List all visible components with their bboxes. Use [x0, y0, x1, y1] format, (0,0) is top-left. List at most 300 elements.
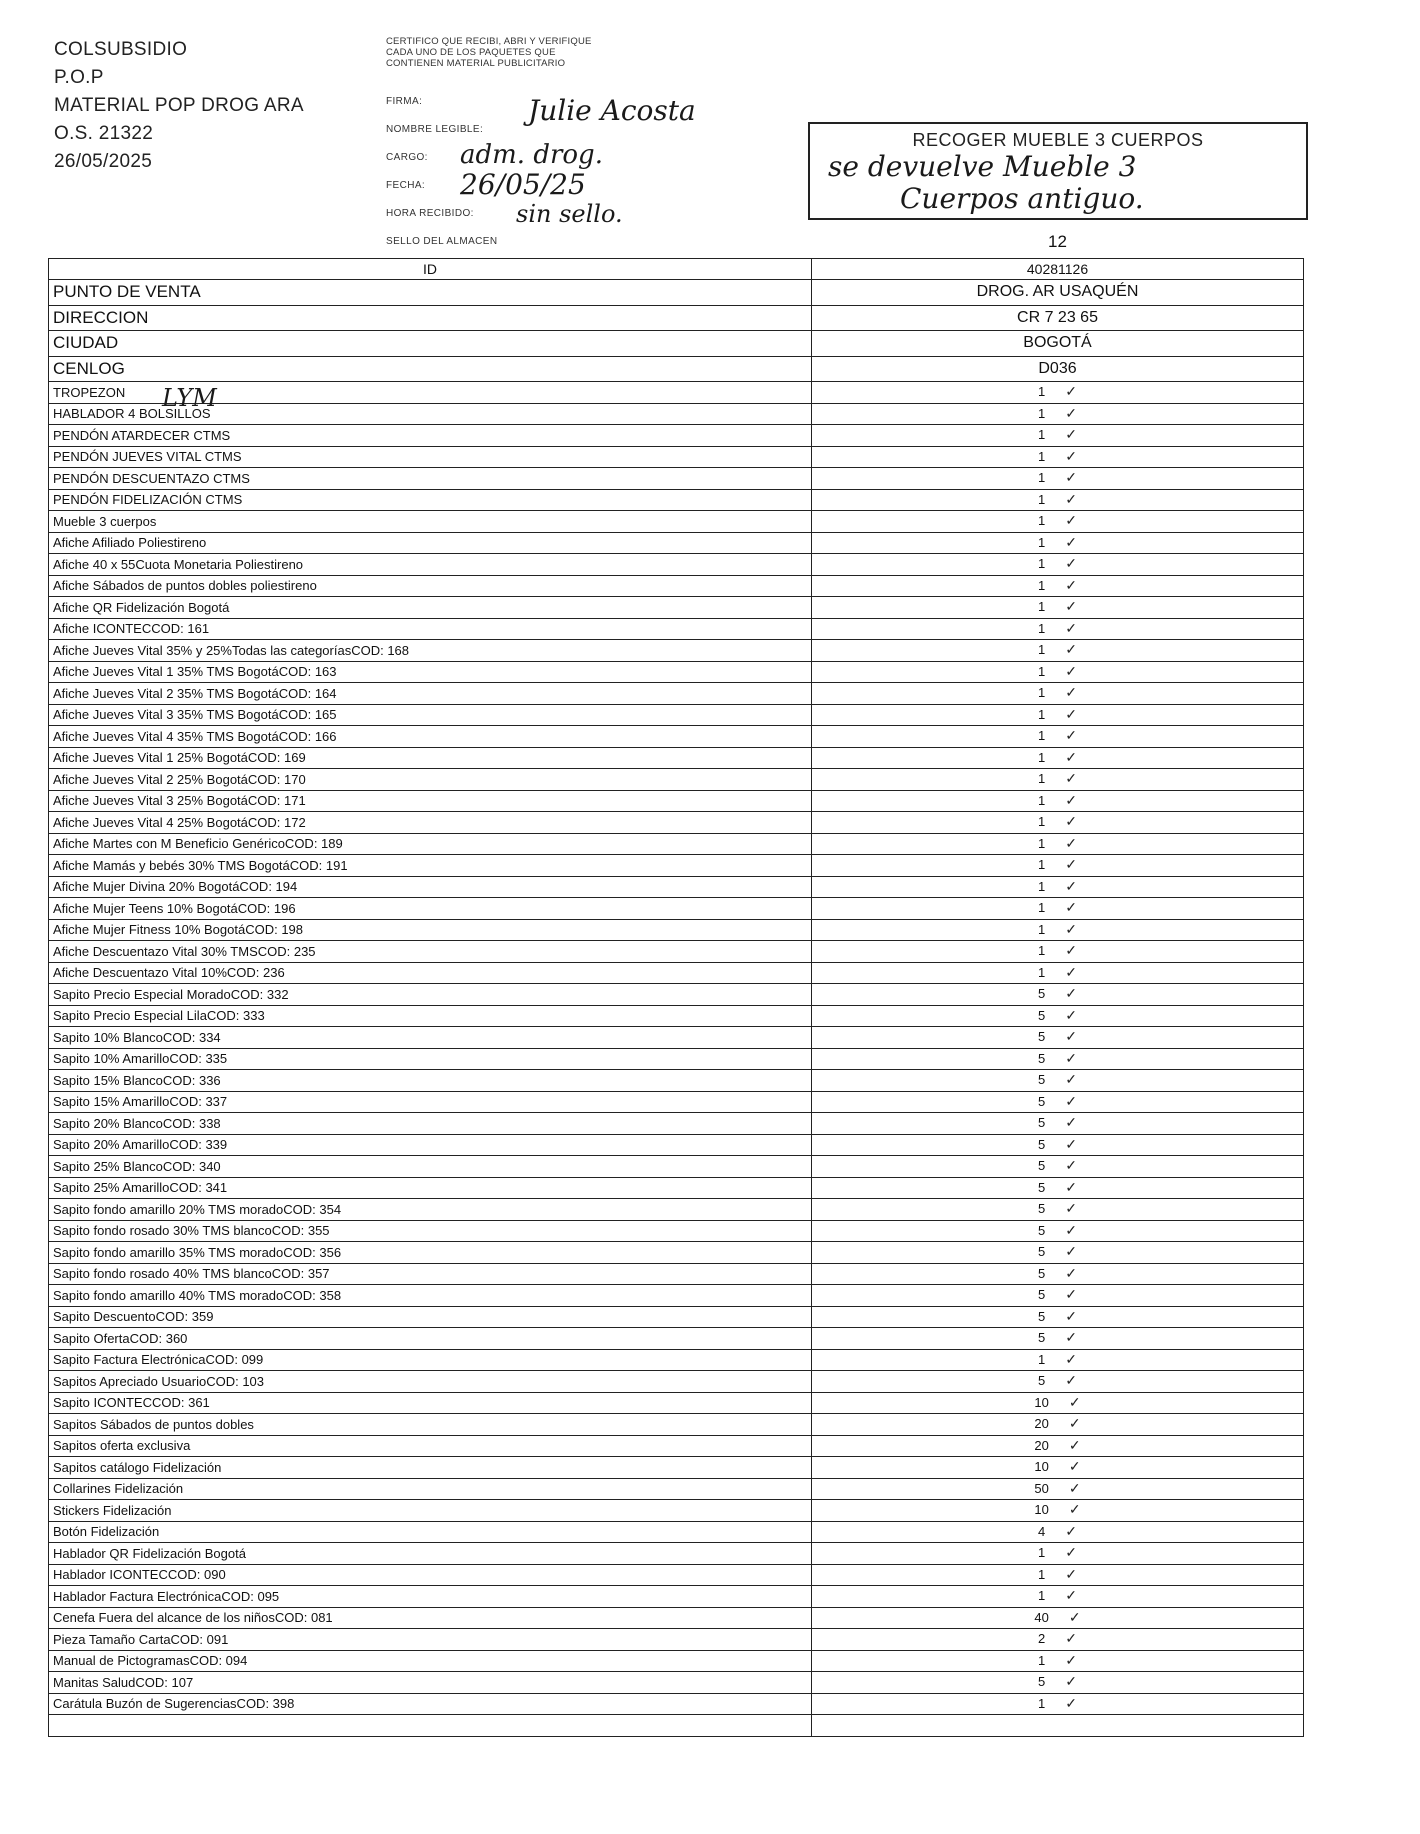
item-qty-cell [812, 704, 1304, 726]
item-qty-cell [812, 532, 1304, 554]
certificate-line-3: CONTIENEN MATERIAL PUBLICITARIO [386, 58, 566, 69]
table-row [49, 1005, 1304, 1027]
item-qty-cell [812, 812, 1304, 834]
table-row [49, 1478, 1304, 1500]
item-qty-cell [812, 1005, 1304, 1027]
item-qty-cell [812, 1349, 1304, 1371]
item-qty-cell [812, 1414, 1304, 1436]
item-name: Hablador ICONTECCOD: 090 [49, 1564, 812, 1586]
item-name: Sapito fondo amarillo 35% TMS moradoCOD: 356 [49, 1242, 812, 1264]
checkmark-icon: ✓ [1065, 771, 1077, 788]
item-name: Afiche Mujer Divina 20% BogotáCOD: 194 [49, 876, 812, 898]
item-name: Afiche QR Fidelización Bogotá [49, 597, 812, 619]
item-qty-cell [812, 1263, 1304, 1285]
item-qty: 1 [1038, 556, 1046, 572]
checkmark-icon: ✓ [1065, 1050, 1077, 1067]
item-qty-cell [812, 1521, 1304, 1543]
item-qty-cell [812, 1650, 1304, 1672]
table-row [49, 962, 1304, 984]
item-qty-cell [812, 1328, 1304, 1350]
item-name: Sapito DescuentoCOD: 359 [49, 1306, 812, 1328]
checkmark-icon: ✓ [1065, 1373, 1077, 1390]
item-name: Sapito OfertaCOD: 360 [49, 1328, 812, 1350]
item-name: Sapito ICONTECCOD: 361 [49, 1392, 812, 1414]
table-row [49, 984, 1304, 1006]
table-row [49, 425, 1304, 447]
item-name: Sapito Factura ElectrónicaCOD: 099 [49, 1349, 812, 1371]
table-row [49, 661, 1304, 683]
table-row [49, 1263, 1304, 1285]
checkmark-icon: ✓ [1065, 835, 1077, 852]
checkmark-icon: ✓ [1065, 577, 1077, 594]
item-name: Afiche Jueves Vital 3 25% BogotáCOD: 171 [49, 790, 812, 812]
item-name: Sapito fondo amarillo 40% TMS moradoCOD: 358 [49, 1285, 812, 1307]
table-row [49, 1328, 1304, 1350]
item-qty: 5 [1038, 1222, 1046, 1238]
item-qty: 1 [1038, 900, 1046, 916]
table-row [49, 1285, 1304, 1307]
item-name: HABLADOR 4 BOLSILLOS [49, 403, 812, 425]
item-qty-cell [812, 833, 1304, 855]
item-qty-cell [812, 919, 1304, 941]
checkmark-icon: ✓ [1065, 1523, 1077, 1540]
item-name: Sapito Precio Especial MoradoCOD: 332 [49, 984, 812, 1006]
checkmark-icon: ✓ [1065, 706, 1077, 723]
table-row [49, 1048, 1304, 1070]
checkmark-icon: ✓ [1065, 1631, 1077, 1648]
checkmark-icon: ✓ [1065, 1351, 1077, 1368]
table-row [49, 1693, 1304, 1715]
info-label: CENLOG [49, 356, 812, 382]
item-name: Botón Fidelización [49, 1521, 812, 1543]
item-qty: 1 [1038, 964, 1046, 980]
item-qty-cell [812, 425, 1304, 447]
checkmark-icon: ✓ [1065, 1136, 1077, 1153]
table-row [49, 683, 1304, 705]
item-qty: 5 [1038, 1136, 1046, 1152]
item-qty-cell [812, 511, 1304, 533]
table-row [49, 1349, 1304, 1371]
item-qty: 1 [1038, 491, 1046, 507]
pickup-note-title: RECOGER MUEBLE 3 CUERPOS [912, 130, 1204, 150]
item-name: PENDÓN JUEVES VITAL CTMS [49, 446, 812, 468]
table-row [49, 468, 1304, 490]
table-row [49, 726, 1304, 748]
item-qty-cell [812, 1134, 1304, 1156]
info-value: D036 [812, 356, 1304, 382]
item-qty-cell [812, 640, 1304, 662]
item-qty: 5 [1038, 1674, 1046, 1690]
item-name: Afiche Mujer Fitness 10% BogotáCOD: 198 [49, 919, 812, 941]
item-qty-cell [812, 1306, 1304, 1328]
item-qty-cell [812, 790, 1304, 812]
checkmark-icon: ✓ [1065, 1330, 1077, 1347]
item-name: Sapito fondo rosado 40% TMS blancoCOD: 357 [49, 1263, 812, 1285]
checkmark-icon: ✓ [1065, 470, 1077, 487]
table-row [49, 1371, 1304, 1393]
item-qty-cell [812, 984, 1304, 1006]
item-qty-cell [812, 1156, 1304, 1178]
item-qty: 5 [1038, 1072, 1046, 1088]
checkmark-icon: ✓ [1065, 1201, 1077, 1218]
item-qty: 1 [1038, 534, 1046, 550]
item-qty-cell [812, 1586, 1304, 1608]
item-qty-cell [812, 575, 1304, 597]
item-qty: 1 [1038, 577, 1046, 593]
item-qty-cell [812, 1285, 1304, 1307]
table-row [49, 1177, 1304, 1199]
table-row [49, 1586, 1304, 1608]
checkmark-icon: ✓ [1065, 427, 1077, 444]
item-qty: 1 [1038, 814, 1046, 830]
checkmark-icon: ✓ [1065, 556, 1077, 573]
checkmark-icon: ✓ [1065, 1093, 1077, 1110]
table-row [49, 403, 1304, 425]
item-qty: 1 [1038, 642, 1046, 658]
item-qty-cell [812, 489, 1304, 511]
table-row [49, 1435, 1304, 1457]
item-name: Hablador QR Fidelización Bogotá [49, 1543, 812, 1565]
checkmark-icon: ✓ [1065, 728, 1077, 745]
id-row [49, 259, 1304, 280]
table-row [49, 597, 1304, 619]
item-name: Cenefa Fuera del alcance de los niñosCOD: 081 [49, 1607, 812, 1629]
table-row [49, 1414, 1304, 1436]
item-qty: 1 [1038, 1695, 1046, 1711]
checkmark-icon: ✓ [1065, 986, 1077, 1003]
header-block [54, 36, 304, 176]
item-qty: 5 [1038, 1093, 1046, 1109]
table-row [49, 1629, 1304, 1651]
info-label: CIUDAD [49, 331, 812, 357]
item-qty: 1 [1038, 427, 1046, 443]
item-qty-cell [812, 661, 1304, 683]
item-qty-cell [812, 1392, 1304, 1414]
item-qty-cell [812, 618, 1304, 640]
table-row [49, 1113, 1304, 1135]
item-qty-cell [812, 554, 1304, 576]
item-qty-cell [812, 1070, 1304, 1092]
item-qty: 10 [1034, 1459, 1049, 1475]
item-qty: 1 [1038, 685, 1046, 701]
item-qty: 1 [1038, 1351, 1046, 1367]
checkmark-icon: ✓ [1065, 1287, 1077, 1304]
table-row [49, 1543, 1304, 1565]
item-qty: 5 [1038, 986, 1046, 1002]
checkmark-icon: ✓ [1065, 900, 1077, 917]
table-row [49, 1650, 1304, 1672]
checkmark-icon: ✓ [1065, 1265, 1077, 1282]
item-qty-cell [812, 1435, 1304, 1457]
signature-name: Julie Acosta [528, 94, 696, 127]
item-qty: 5 [1038, 1373, 1046, 1389]
item-qty-cell [812, 597, 1304, 619]
header-date: 26/05/2025 [54, 151, 153, 172]
item-qty: 5 [1038, 1007, 1046, 1023]
item-qty: 20 [1034, 1437, 1049, 1453]
item-qty-cell [812, 769, 1304, 791]
checkmark-icon: ✓ [1065, 1308, 1077, 1325]
table-row [49, 790, 1304, 812]
item-name: Carátula Buzón de SugerenciasCOD: 398 [49, 1693, 812, 1715]
table-row [49, 1457, 1304, 1479]
table-row [49, 382, 1304, 404]
item-name: Collarines Fidelización [49, 1478, 812, 1500]
item-name: Afiche Martes con M Beneficio GenéricoCOD: 189 [49, 833, 812, 855]
item-qty-cell [812, 1242, 1304, 1264]
item-qty: 5 [1038, 1050, 1046, 1066]
item-qty-cell [812, 1177, 1304, 1199]
sello-label: SELLO DEL ALMACEN [386, 236, 498, 247]
item-qty-cell [812, 726, 1304, 748]
info-value: CR 7 23 65 [812, 305, 1304, 331]
cargo-label: CARGO: [386, 152, 428, 163]
certificate-line-1: CERTIFICO QUE RECIBI, ABRI Y VERIFIQUE [386, 36, 592, 47]
info-label: PUNTO DE VENTA [49, 280, 812, 306]
table-row [49, 1392, 1304, 1414]
item-qty-cell [812, 446, 1304, 468]
item-qty: 1 [1038, 943, 1046, 959]
item-qty: 5 [1038, 1201, 1046, 1217]
table-row [49, 1306, 1304, 1328]
item-qty-cell [812, 1091, 1304, 1113]
item-name: Sapitos oferta exclusiva [49, 1435, 812, 1457]
item-name: Mueble 3 cuerpos [49, 511, 812, 533]
item-name: Afiche Descuentazo Vital 10%COD: 236 [49, 962, 812, 984]
item-name: Afiche ICONTECCOD: 161 [49, 618, 812, 640]
item-qty-cell [812, 855, 1304, 877]
item-qty-cell [812, 1564, 1304, 1586]
info-value: BOGOTÁ [812, 331, 1304, 357]
item-name: Sapito 15% AmarilloCOD: 337 [49, 1091, 812, 1113]
item-qty: 4 [1038, 1523, 1046, 1539]
info-row [49, 280, 1304, 306]
item-qty: 5 [1038, 1265, 1046, 1281]
item-qty: 5 [1038, 1244, 1046, 1260]
checkmark-icon: ✓ [1065, 814, 1077, 831]
item-name: Afiche Jueves Vital 1 25% BogotáCOD: 169 [49, 747, 812, 769]
item-qty: 5 [1038, 1158, 1046, 1174]
checkmark-icon: ✓ [1065, 1072, 1077, 1089]
info-label: DIRECCION [49, 305, 812, 331]
item-name: Afiche Jueves Vital 4 25% BogotáCOD: 172 [49, 812, 812, 834]
item-qty-cell [812, 1371, 1304, 1393]
table-row [49, 1607, 1304, 1629]
fecha-label: FECHA: [386, 180, 426, 191]
item-qty: 5 [1038, 1029, 1046, 1045]
item-qty-cell [812, 747, 1304, 769]
item-qty-cell [812, 1500, 1304, 1522]
item-name: Afiche 40 x 55Cuota Monetaria Poliestireno [49, 554, 812, 576]
pickup-note-box [808, 122, 1308, 220]
order-number: O.S. 21322 [54, 123, 154, 144]
item-name: Sapitos catálogo Fidelización [49, 1457, 812, 1479]
table-row [49, 1500, 1304, 1522]
item-qty-cell [812, 876, 1304, 898]
item-qty-cell [812, 1457, 1304, 1479]
handwritten-hora: sin sello. [516, 200, 623, 228]
item-qty-cell [812, 468, 1304, 490]
checkmark-icon: ✓ [1065, 1588, 1077, 1605]
item-qty: 1 [1038, 1566, 1046, 1582]
checkmark-icon: ✓ [1065, 491, 1077, 508]
checkmark-icon: ✓ [1065, 1007, 1077, 1024]
item-name: Afiche Mujer Teens 10% BogotáCOD: 196 [49, 898, 812, 920]
item-qty: 1 [1038, 513, 1046, 529]
item-name: Manual de PictogramasCOD: 094 [49, 1650, 812, 1672]
checkmark-icon: ✓ [1065, 1158, 1077, 1175]
handwritten-cargo: adm. drog. [460, 140, 603, 170]
item-name: Afiche Jueves Vital 1 35% TMS BogotáCOD: 163 [49, 661, 812, 683]
table-row [49, 833, 1304, 855]
table-row [49, 1521, 1304, 1543]
checkmark-icon: ✓ [1065, 685, 1077, 702]
header-line-material: MATERIAL POP DROG ARA [54, 95, 304, 116]
item-qty: 5 [1038, 1179, 1046, 1195]
item-qty-cell [812, 1543, 1304, 1565]
item-name: Afiche Descuentazo Vital 30% TMSCOD: 235 [49, 941, 812, 963]
item-name [49, 1715, 812, 1737]
item-qty-cell [812, 1027, 1304, 1049]
item-name: Sapito fondo amarillo 20% TMS moradoCOD: 354 [49, 1199, 812, 1221]
table-row [49, 532, 1304, 554]
item-qty: 40 [1034, 1609, 1049, 1625]
checkmark-icon: ✓ [1065, 1652, 1077, 1669]
item-qty: 10 [1034, 1394, 1049, 1410]
checkmark-icon: ✓ [1065, 642, 1077, 659]
item-qty: 10 [1034, 1502, 1049, 1518]
item-qty-cell [812, 683, 1304, 705]
item-qty: 1 [1038, 706, 1046, 722]
item-qty-cell [812, 1048, 1304, 1070]
checkmark-icon: ✓ [1065, 1545, 1077, 1562]
checkmark-icon: ✓ [1065, 1566, 1077, 1583]
checkmark-icon: ✓ [1065, 857, 1077, 874]
item-qty-cell [812, 1220, 1304, 1242]
item-name: Afiche Afiliado Poliestireno [49, 532, 812, 554]
item-qty: 1 [1038, 728, 1046, 744]
checkmark-icon: ✓ [1065, 878, 1077, 895]
item-name: PENDÓN FIDELIZACIÓN CTMS [49, 489, 812, 511]
checkmark-icon: ✓ [1068, 1480, 1081, 1497]
item-qty-cell [812, 962, 1304, 984]
checkmark-icon: ✓ [1068, 1459, 1081, 1476]
checkmark-icon: ✓ [1065, 1695, 1077, 1712]
item-name: Afiche Mamás y bebés 30% TMS BogotáCOD: 191 [49, 855, 812, 877]
item-qty: 1 [1038, 448, 1046, 464]
item-qty-cell [812, 1113, 1304, 1135]
checkmark-icon: ✓ [1065, 513, 1077, 530]
item-name: Stickers Fidelización [49, 1500, 812, 1522]
item-qty: 1 [1038, 470, 1046, 486]
item-qty: 5 [1038, 1330, 1046, 1346]
item-qty: 1 [1038, 405, 1046, 421]
item-qty-cell [812, 1478, 1304, 1500]
table-row [49, 1027, 1304, 1049]
certificate-text [386, 36, 706, 69]
item-qty-cell [812, 382, 1304, 404]
table-row [49, 1091, 1304, 1113]
item-name: PENDÓN DESCUENTAZO CTMS [49, 468, 812, 490]
table-row [49, 1220, 1304, 1242]
item-qty-cell [812, 1672, 1304, 1694]
certificate-line-2: CADA UNO DE LOS PAQUETES QUE [386, 47, 556, 58]
item-qty: 5 [1038, 1115, 1046, 1131]
table-row [49, 1199, 1304, 1221]
checkmark-icon: ✓ [1065, 384, 1077, 401]
table-row [49, 575, 1304, 597]
table-row [49, 812, 1304, 834]
checkmark-icon: ✓ [1065, 1029, 1077, 1046]
id-label: ID [49, 259, 812, 280]
company-name: COLSUBSIDIO [54, 39, 188, 60]
info-row [49, 305, 1304, 331]
item-name: Sapitos Sábados de puntos dobles [49, 1414, 812, 1436]
item-name: Pieza Tamaño CartaCOD: 091 [49, 1629, 812, 1651]
table-row [49, 1070, 1304, 1092]
table-row [49, 1134, 1304, 1156]
item-qty-cell [812, 898, 1304, 920]
item-name: Sapito 10% BlancoCOD: 334 [49, 1027, 812, 1049]
checkmark-icon: ✓ [1065, 964, 1077, 981]
table-row [49, 640, 1304, 662]
item-name: Hablador Factura ElectrónicaCOD: 095 [49, 1586, 812, 1608]
table-row [49, 1242, 1304, 1264]
table-row [49, 1715, 1304, 1737]
item-qty: 1 [1038, 921, 1046, 937]
item-qty-cell [812, 1715, 1304, 1737]
item-name: Afiche Sábados de puntos dobles poliestireno [49, 575, 812, 597]
item-qty-cell [812, 941, 1304, 963]
table-row [49, 618, 1304, 640]
checkmark-icon: ✓ [1065, 599, 1077, 616]
checkmark-icon: ✓ [1065, 1222, 1077, 1239]
table-row [49, 1156, 1304, 1178]
item-qty-cell [812, 1693, 1304, 1715]
table-row [49, 511, 1304, 533]
checkmark-icon: ✓ [1065, 534, 1077, 551]
checkmark-icon: ✓ [1065, 792, 1077, 809]
checkmark-icon: ✓ [1065, 921, 1077, 938]
item-qty: 1 [1038, 663, 1046, 679]
checkmark-icon: ✓ [1065, 405, 1077, 422]
tropezon-handwritten-mark: LYM [162, 384, 217, 412]
item-qty: 1 [1038, 878, 1046, 894]
item-qty: 2 [1038, 1631, 1046, 1647]
info-row [49, 331, 1304, 357]
table-row [49, 446, 1304, 468]
item-qty: 1 [1038, 620, 1046, 636]
item-name: Sapito 15% BlancoCOD: 336 [49, 1070, 812, 1092]
item-qty: 1 [1038, 771, 1046, 787]
handwritten-fecha: 26/05/25 [460, 168, 586, 201]
item-name: PENDÓN ATARDECER CTMS [49, 425, 812, 447]
item-name: Manitas SaludCOD: 107 [49, 1672, 812, 1694]
item-qty: 1 [1038, 1545, 1046, 1561]
table-row [49, 855, 1304, 877]
item-name: Sapito 20% AmarilloCOD: 339 [49, 1134, 812, 1156]
item-name: Afiche Jueves Vital 2 35% TMS BogotáCOD: 164 [49, 683, 812, 705]
item-qty: 1 [1038, 1652, 1046, 1668]
box-number: 12 [1048, 232, 1067, 251]
checkmark-icon: ✓ [1068, 1394, 1081, 1411]
checkmark-icon: ✓ [1068, 1416, 1081, 1433]
item-qty-cell [812, 1607, 1304, 1629]
checkmark-icon: ✓ [1065, 1115, 1077, 1132]
checkmark-icon: ✓ [1065, 1244, 1077, 1261]
item-qty: 1 [1038, 857, 1046, 873]
item-name: Afiche Jueves Vital 4 35% TMS BogotáCOD: 166 [49, 726, 812, 748]
